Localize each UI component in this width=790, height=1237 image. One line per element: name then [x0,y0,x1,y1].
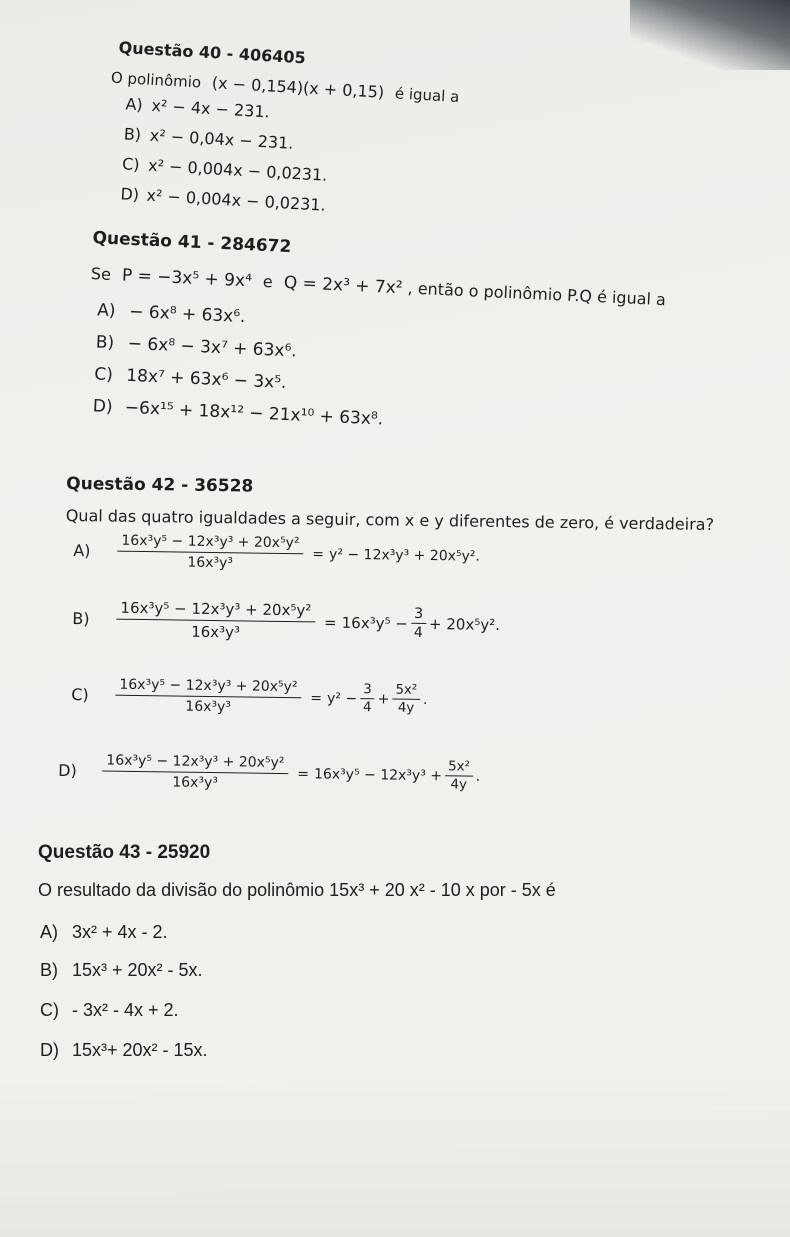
fraction-numerator: 5x² [445,759,473,776]
option-text: x² − 0,004x − 0,0231. [145,185,327,215]
option-text: x² − 0,004x − 0,0231. [147,155,328,185]
fraction [117,533,304,573]
option-rhs-mid: + [377,690,390,707]
fraction-denominator: 16x³y³ [172,774,219,792]
fraction-numerator: 16x³y⁵ − 12x³y³ + 20x⁵y² [116,599,315,623]
fraction-denominator: 16x³y³ [187,554,234,572]
question-title: Questão 43 - 25920 [38,842,211,863]
fraction [115,677,302,717]
option-c[interactable]: C) $\frac{\text{16x³y⁵ − 12x³y³ + 20x⁵y²}}{\text{16x³y³}}$ = y² − $\frac{3}{4}$ + $\frac{\text{5x²}}{4y}$ . [71,676,428,716]
stem-p: P = −3x⁵ + 9x⁴ [121,265,253,292]
fraction-denominator: 4 [362,700,372,716]
photo-shadow [630,0,790,70]
option-b[interactable]: B) $\frac{\text{16x³y⁵ − 12x³y³ + 20x⁵y²}}{\text{16x³y³}}$ = 16x³y⁵ − $\frac{3}{4}$ + 20x⁵y². [72,598,501,642]
fraction-small [445,759,473,792]
stem-suffix: , então o polinômio P.Q é igual a [407,278,667,310]
option-a[interactable] [125,94,270,121]
option-d[interactable] [40,1040,208,1061]
option-text: 18x⁷ + 63x⁶ − 3x⁵. [125,365,287,394]
option-letter: B) [40,960,58,980]
option-letter: D) [92,396,114,418]
option-text: − 6x⁸ + 63x⁶. [128,301,246,328]
option-letter: D) [40,1040,59,1060]
option-a[interactable] [40,922,168,943]
option-b[interactable] [123,124,294,152]
option-rhs-a: 16x³y⁵ − [341,613,409,633]
fraction-small [360,682,375,715]
fraction-denominator: 16x³y³ [185,698,232,716]
option-letter: C) [71,685,89,705]
option-text: 15x³ + 20x² - 5x. [72,960,203,980]
option-letter: C) [121,154,141,175]
option-c[interactable] [122,154,328,184]
fraction-numerator: 16x³y⁵ − 12x³y³ + 20x⁵y² [102,752,288,774]
stem-prefix: O polinômio [110,68,202,92]
option-d[interactable]: D) $\frac{\text{16x³y⁵ − 12x³y³ + 20x⁵y²}}{\text{16x³y³}}$ = 16x³y⁵ − 12x³y³ + $\frac{\text{5x²}}{4y}$ . [58,752,481,793]
option-a[interactable] [97,300,246,327]
fraction-small [411,606,427,641]
fraction-denominator: 4y [397,700,415,716]
stem-e: e [262,271,274,292]
option-d[interactable] [120,184,326,214]
option-letter: D) [120,184,140,205]
option-text: − 6x⁸ − 3x⁷ + 63x⁶. [127,333,298,362]
fraction-small [392,683,420,716]
question-stem: O resultado da divisão do polinômio 15x³ + 20 x² - 10 x por - 5x é [38,880,556,900]
option-rhs-a: 16x³y⁵ − 12x³y³ + [313,765,443,784]
fraction-numerator: 5x² [392,683,420,700]
option-a[interactable]: A) $\frac{\text{16x³y⁵ − 12x³y³ + 20x⁵y²}}{\text{16x³y³}}$ = y² − 12x³y³ + 20x⁵y². [73,532,481,572]
question-title: Questão 41 - 284672 [92,228,292,258]
fraction-numerator: 16x³y⁵ − 12x³y³ + 20x⁵y² [117,533,303,555]
fraction-denominator: 4 [413,624,423,641]
fraction [102,752,289,792]
option-letter: A) [73,541,91,561]
fraction-numerator: 16x³y⁵ − 12x³y³ + 20x⁵y² [115,677,301,699]
option-letter: B) [123,124,142,145]
option-rhs-b: . [422,691,428,708]
fraction-numerator: 3 [411,606,426,624]
stem-se: Se [90,264,112,284]
option-text: - 3x² - 4x + 2. [72,1000,179,1020]
stem-expression: (x − 0,154)(x + 0,15) [211,73,385,102]
option-rhs-b: + 20x⁵y². [428,614,501,634]
option-text: 15x³+ 20x² - 15x. [72,1040,208,1060]
option-c[interactable] [40,1000,179,1021]
question-stem: Qual das quatro igualdades a seguir, com x e y diferentes de zero, é verdadeira? [65,505,715,534]
option-rhs-a: y² − [326,690,358,707]
photo-shadow-bottom [0,1077,790,1237]
stem-suffix: é igual a [394,84,460,106]
question-title: Questão 42 - 36528 [66,473,254,497]
fraction-numerator: 3 [360,682,375,699]
option-letter: B) [95,332,115,354]
option-letter: A) [125,94,144,115]
fraction [116,599,315,643]
fraction-denominator: 4y [450,777,468,793]
option-text: x² − 0,04x − 231. [149,125,294,153]
option-b[interactable] [40,960,203,981]
option-rhs: y² − 12x³y³ + 20x⁵y². [328,546,481,565]
option-letter: A) [40,922,58,942]
option-letter: C) [40,1000,59,1020]
option-letter: D) [58,760,77,781]
option-d[interactable] [92,396,383,429]
option-rhs-b: . [475,768,481,785]
option-letter: B) [72,609,90,629]
option-b[interactable] [95,332,297,361]
option-text: x² − 4x − 231. [150,95,271,122]
stem-q: Q = 2x³ + 7x² [283,272,404,299]
fraction-denominator: 16x³y³ [191,622,241,642]
option-text: 3x² + 4x - 2. [72,922,168,942]
option-letter: A) [96,300,116,322]
option-c[interactable] [94,364,287,393]
question-title: Questão 40 - 406405 [118,37,307,68]
option-text: −6x¹⁵ + 18x¹² − 21x¹⁰ + 63x⁸. [124,397,384,430]
option-letter: C) [93,364,114,386]
